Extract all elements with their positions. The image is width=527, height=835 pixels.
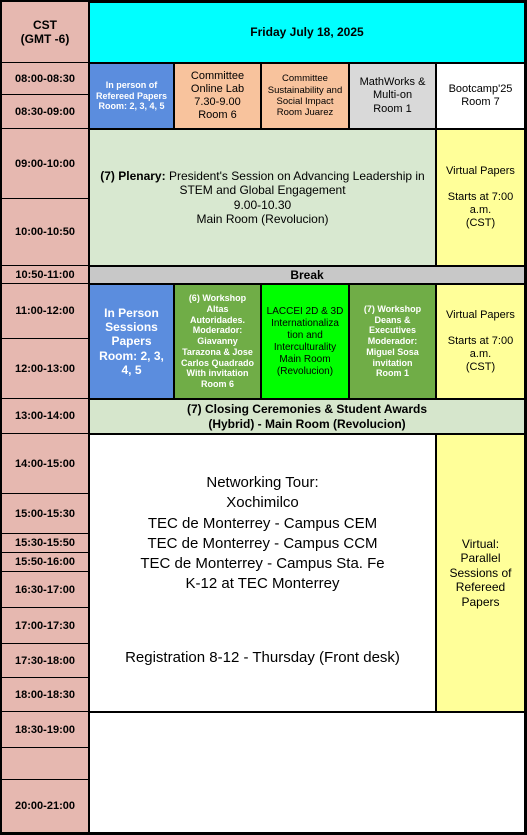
registration-text: Registration 8-12 - Thursday (Front desk) (125, 648, 400, 666)
time-slot: 12:00-13:00 (2, 339, 89, 399)
date-label: Friday July 18, 2025 (250, 25, 364, 40)
virtual-papers-midday: Virtual Papers Starts at 7:00 a.m. (CST) (436, 284, 525, 399)
break-row: Break (89, 266, 525, 284)
laccei-internationalization: LACCEI 2D & 3D Internationaliza tion and Interculturality Main Room (Revolucion) (261, 284, 349, 399)
plenary-text: President's Session on Advancing Leadership in STEM and Global Engagement 9.00-10.30 Main Room (Revolucion) (168, 168, 425, 226)
inperson-refereed-papers: In person of Refereed Papers Room: 2, 3, 4, 5 (89, 63, 174, 129)
time-slot: 10:50-11:00 (2, 266, 89, 284)
time-slot (2, 748, 89, 780)
workshop-altas-autoridades: (6) Workshop Altas Autoridades. Moderador: Giavanny Tarazona & Jose Carlos Quadrado With invitation Room 6 (174, 284, 261, 399)
date-header (89, 2, 525, 63)
networking-tour (89, 434, 436, 712)
time-slot: 20:00-21:00 (2, 780, 89, 833)
plenary-session (89, 129, 436, 266)
time-slot: 15:00-15:30 (2, 494, 89, 534)
time-slot: 11:00-12:00 (2, 284, 89, 339)
time-slot: 08:00-08:30 (2, 63, 89, 95)
committee-online-lab: Committee Online Lab 7.30-9.00 Room 6 (174, 63, 261, 129)
virtual-papers-morning: Virtual Papers Starts at 7:00 a.m. (CST) (436, 129, 525, 266)
inperson-sessions-papers: In Person Sessions Papers Room: 2, 3, 4, 5 (89, 284, 174, 399)
bootcamp-session: Bootcamp'25 Room 7 (436, 63, 525, 129)
time-slot: 17:00-17:30 (2, 608, 89, 644)
time-slot: 08:30-09:00 (2, 95, 89, 129)
time-slot: 16:30-17:00 (2, 572, 89, 608)
time-slot: 18:00-18:30 (2, 678, 89, 712)
time-slot: 14:00-15:00 (2, 434, 89, 494)
virtual-parallel-sessions: Virtual: Parallel Sessions of Refereed Papers (436, 434, 525, 712)
time-slot: 13:00-14:00 (2, 399, 89, 434)
time-slot: 18:30-19:00 (2, 712, 89, 748)
committee-sustainability: Committee Sustainability and Social Impact Room Juarez (261, 63, 349, 129)
plenary-prefix: (7) Plenary: (100, 168, 166, 183)
time-slot: 17:30-18:00 (2, 644, 89, 678)
tour-text: Networking Tour: Xochimilco TEC de Monterrey - Campus CEM TEC de Monterrey - Campus CCM TEC de Monterrey - Campus Sta. Fe K-12 at TEC Monterrey (140, 474, 385, 593)
evening-empty-area (89, 712, 525, 833)
time-slot: 15:30-15:50 (2, 534, 89, 553)
time-slot: 10:00-10:50 (2, 199, 89, 266)
time-slot: 15:50-16:00 (2, 553, 89, 572)
workshop-deans-executives: (7) Workshop Deans & Executives Moderador: Miguel Sosa invitation Room 1 (349, 284, 436, 399)
mathworks-session: MathWorks & Multi-on Room 1 (349, 63, 436, 129)
timezone-label: CST (GMT -6) (20, 17, 70, 46)
closing-ceremonies: (7) Closing Ceremonies & Student Awards (Hybrid) - Main Room (Revolucion) (89, 399, 525, 434)
time-slot: 09:00-10:00 (2, 129, 89, 199)
timezone-header (2, 2, 89, 63)
